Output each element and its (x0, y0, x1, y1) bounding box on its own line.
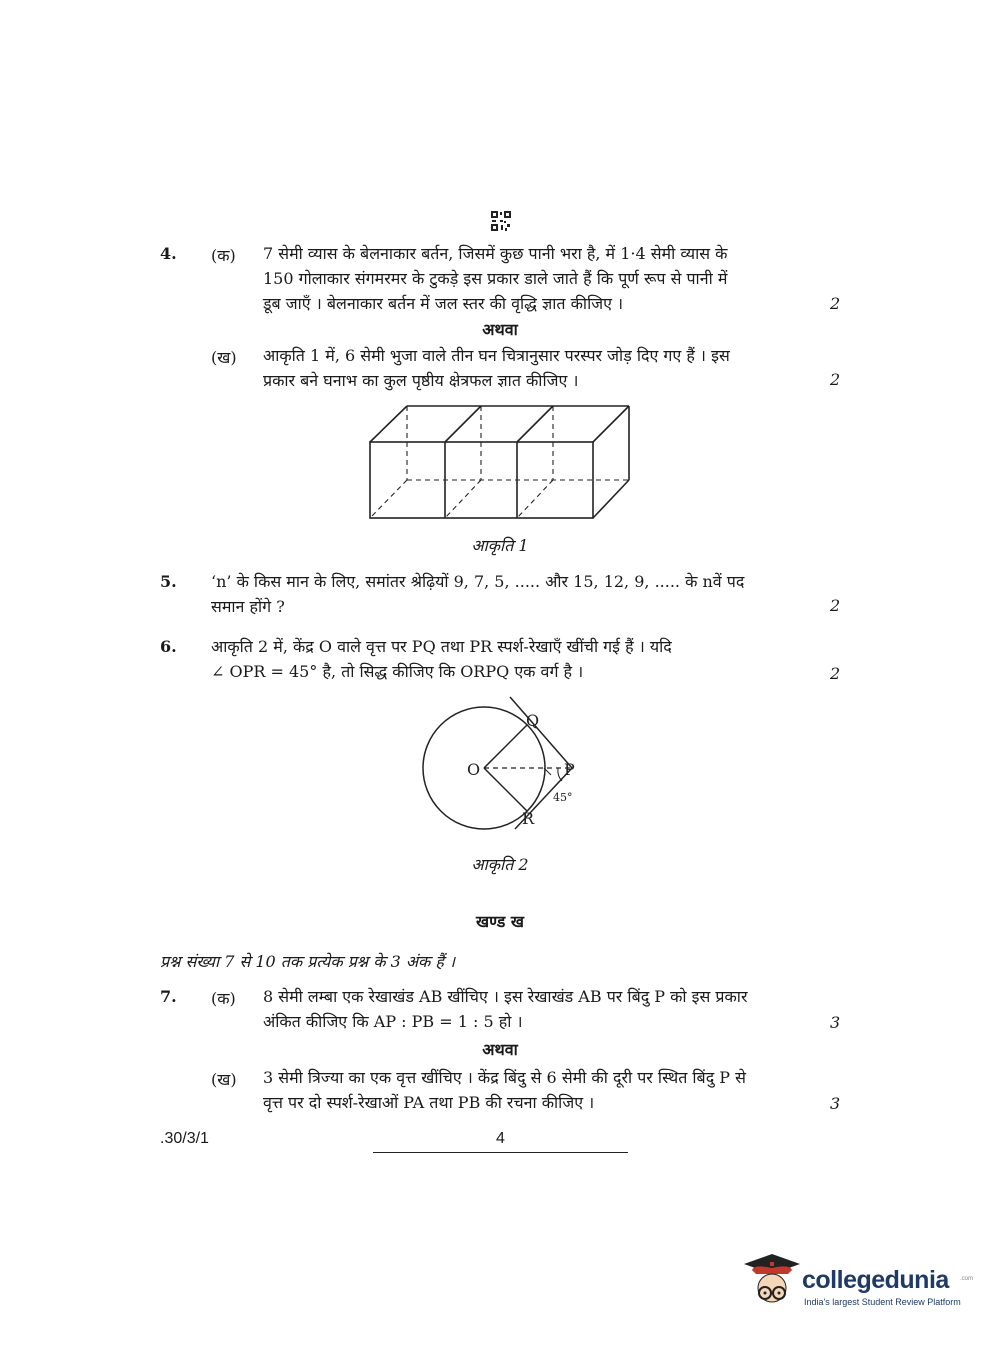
text-line: अंकित कीजिए कि AP : PB = 1 : 5 हो । (263, 1012, 523, 1031)
qr-code-icon (490, 210, 512, 232)
radius-oq (484, 725, 527, 768)
brand-logo (742, 1250, 972, 1310)
brand-tagline: India's largest Student Review Platform (804, 1297, 961, 1307)
marks: 2 (830, 664, 841, 683)
text-line: 8 सेमी लम्बा एक रेखाखंड AB खींचिए । इस रेखाखंड AB पर बिंदु P को इस प्रकार (263, 987, 748, 1006)
figure-cubes (360, 400, 640, 525)
figure-circle-tangents (410, 695, 610, 845)
text-line: 150 गोलाकार संगमरमर के टुकड़े इस प्रकार डाले जाते हैं कि पूर्ण रूप से पानी में (263, 269, 728, 288)
question-number: 7. (160, 987, 177, 1006)
text-line: 7 सेमी व्यास के बेलनाकार बर्तन, जिसमें कुछ पानी भरा है, में 1·4 सेमी व्यास के (263, 244, 728, 263)
section-title: खण्ड ख (476, 912, 524, 931)
marks: 2 (830, 596, 841, 615)
label-p: P (564, 760, 575, 779)
marks: 2 (830, 294, 841, 313)
question-text (263, 241, 803, 316)
question-text (263, 343, 803, 393)
subpart-label: (क) (211, 989, 236, 1008)
brand-suffix: .com (960, 1276, 974, 1282)
figure-caption: आकृति 1 (471, 536, 529, 555)
radius-or (484, 768, 527, 811)
marks: 3 (830, 1094, 841, 1113)
paper-code: .30/3/1 (160, 1130, 209, 1147)
mascot-icon (742, 1250, 802, 1310)
question-text (211, 569, 803, 619)
subpart-label: (ख) (211, 1070, 237, 1089)
text-line: आकृति 1 में, 6 सेमी भुजा वाले तीन घन चित्रानुसार परस्पर जोड़ दिए गए हैं । इस (263, 346, 730, 365)
label-angle: 45° (553, 791, 573, 804)
label-o: O (467, 760, 481, 779)
section-instruction: प्रश्न संख्या 7 से 10 तक प्रत्येक प्रश्न के 3 अंक हैं । (160, 952, 456, 971)
or-separator: अथवा (482, 1040, 518, 1059)
text-line: ‘n’ के किस मान के लिए, समांतर श्रेढ़ियों 9, 7, 5, ..... और 15, 12, 9, ..... के nवें पद (211, 572, 745, 591)
question-number: 5. (160, 572, 177, 591)
page-number: 4 (496, 1130, 505, 1147)
question-number: 4. (160, 244, 177, 263)
text-line: वृत्त पर दो स्पर्श-रेखाओं PA तथा PB की रचना कीजिए । (263, 1093, 595, 1112)
marks: 2 (830, 370, 841, 389)
question-text (211, 634, 803, 684)
or-separator: अथवा (482, 320, 518, 339)
question-text (263, 1065, 803, 1115)
label-r: R (522, 809, 535, 828)
question-number: 6. (160, 637, 177, 656)
text-line: डूब जाएँ । बेलनाकार बर्तन में जल स्तर की वृद्धि ज्ञात कीजिए । (263, 294, 624, 313)
question-text (263, 984, 803, 1034)
label-q: Q (526, 711, 540, 730)
subpart-label: (क) (211, 246, 236, 265)
text-line: समान होंगे ? (211, 597, 285, 616)
text-line: 3 सेमी त्रिज्या का एक वृत्त खींचिए । केंद्र बिंदु से 6 सेमी की दूरी पर स्थित बिंदु P से (263, 1068, 746, 1087)
text-line: प्रकार बने घनाभ का कुल पृष्ठीय क्षेत्रफल ज्ञात कीजिए । (263, 371, 579, 390)
footer-rule (373, 1152, 628, 1153)
figure-caption: आकृति 2 (471, 855, 529, 874)
text-line: आकृति 2 में, केंद्र O वाले वृत्त पर PQ तथा PR स्पर्श-रेखाएँ खींची गई हैं । यदि (211, 637, 672, 656)
marks: 3 (830, 1013, 841, 1032)
brand-name: collegedunia (802, 1266, 949, 1294)
text-line: ∠ OPR = 45° है, तो सिद्ध कीजिए कि ORPQ एक वर्ग है । (211, 662, 584, 681)
subpart-label: (ख) (211, 348, 237, 367)
